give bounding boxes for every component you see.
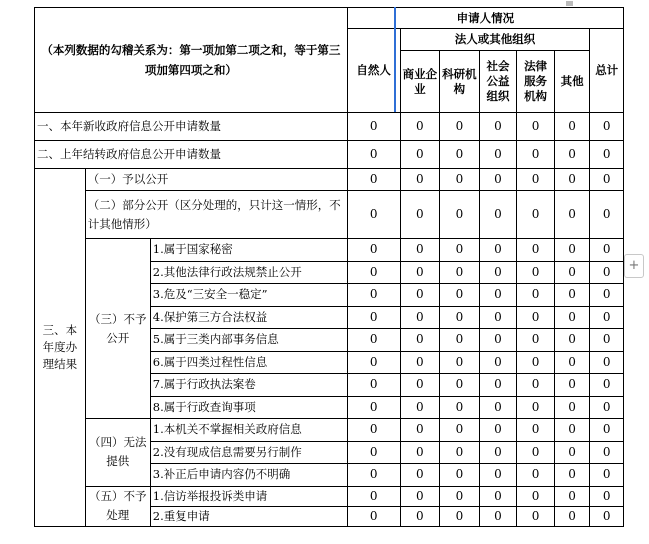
cell-value: 0 [479,284,517,307]
cell-value: 0 [554,419,590,442]
cell-value: 0 [554,306,590,329]
header-natural-person: 自然人 [347,29,400,113]
cell-value: 0 [479,169,517,191]
cell-value: 0 [554,464,590,487]
cell-value: 0 [479,374,517,397]
cell-value: 0 [400,486,440,506]
cell-value: 0 [347,441,400,464]
cell-value: 0 [554,351,590,374]
cell-value: 0 [554,396,590,419]
add-column-button[interactable]: + [624,254,644,278]
row-label: 7.属于行政执法案卷 [150,374,347,397]
table-row [35,169,624,191]
cell-value: 0 [440,396,480,419]
cell-value: 0 [347,306,400,329]
table-row [35,486,624,506]
row-label: 2.其他法律行政法规禁止公开 [150,261,347,284]
cell-value: 0 [440,169,480,191]
row-label: （一）予以公开 [85,169,347,191]
cell-value: 0 [440,374,480,397]
cell-value: 0 [517,351,555,374]
document-table-container [34,7,624,527]
cell-value: 0 [590,113,624,141]
row-label: 1.信访举报投诉类申请 [150,486,347,506]
row-label: 一、本年新收政府信息公开申请数量 [35,113,348,141]
cell-value: 0 [347,239,400,262]
cell-value: 0 [517,284,555,307]
cell-value: 0 [554,113,590,141]
cell-value: 0 [400,261,440,284]
row-label: 3.补正后申请内容仍不明确 [150,464,347,487]
cell-value: 0 [400,506,440,526]
cell-value: 0 [590,169,624,191]
cell-value: 0 [400,419,440,442]
cell-value: 0 [440,113,480,141]
row-label: 8.属于行政查询事项 [150,396,347,419]
cell-value: 0 [479,261,517,284]
cell-value: 0 [440,141,480,169]
cell-value: 0 [400,239,440,262]
cell-value: 0 [517,419,555,442]
cell-value: 0 [440,441,480,464]
cell-value: 0 [554,261,590,284]
row-label: 二、上年结转政府信息公开申请数量 [35,141,348,169]
cell-value: 0 [554,239,590,262]
cell-value: 0 [479,419,517,442]
cell-value: 0 [517,261,555,284]
cell-value: 0 [590,351,624,374]
cell-value: 0 [517,486,555,506]
row-label: 2.没有现成信息需要另行制作 [150,441,347,464]
cell-value: 0 [590,191,624,239]
cell-value: 0 [347,261,400,284]
row-label: （二）部分公开（区分处理的，只计这一情形，不计其他情形） [85,191,347,239]
cell-value: 0 [347,486,400,506]
cell-value: 0 [400,464,440,487]
cell-value: 0 [517,441,555,464]
cell-value: 0 [590,396,624,419]
cell-value: 0 [347,506,400,526]
cell-value: 0 [400,306,440,329]
cell-value: 0 [347,329,400,352]
header-total: 总计 [590,29,624,113]
cell-value: 0 [440,284,480,307]
cell-value: 0 [347,191,400,239]
cell-value: 0 [400,374,440,397]
table-row [35,113,624,141]
table-row [35,239,624,262]
cell-value: 0 [440,306,480,329]
cell-value: 0 [479,329,517,352]
row-label: 5.属于三类内部事务信息 [150,329,347,352]
cell-value: 0 [590,506,624,526]
cell-value: 0 [590,464,624,487]
cell-value: 0 [400,169,440,191]
cell-value: 0 [479,306,517,329]
cell-value: 0 [347,396,400,419]
header-applicant-info: 申请人情况 [347,8,623,29]
cell-value: 0 [517,374,555,397]
cell-value: 0 [440,506,480,526]
scroll-marker [566,1,573,6]
cell-value: 0 [400,284,440,307]
group5-label: （五）不予处理 [85,486,150,526]
cell-value: 0 [517,396,555,419]
table-row [35,141,624,169]
header-legal-orgs: 法人或其他组织 [400,29,590,51]
header-legal-service: 法律服务机构 [517,51,555,113]
cell-value: 0 [554,441,590,464]
section3-label: 三、本年度办理结果 [35,169,86,527]
row-label: 1.本机关不掌握相关政府信息 [150,419,347,442]
cell-value: 0 [440,239,480,262]
cell-value: 0 [517,506,555,526]
cell-value: 0 [440,261,480,284]
cell-value: 0 [479,141,517,169]
cell-value: 0 [440,191,480,239]
cell-value: 0 [479,191,517,239]
cell-value: 0 [347,169,400,191]
cell-value: 0 [590,141,624,169]
cell-value: 0 [479,113,517,141]
cell-value: 0 [554,191,590,239]
cell-value: 0 [590,284,624,307]
header-research: 科研机构 [440,51,480,113]
cell-value: 0 [554,374,590,397]
row-label: 2.重复申请 [150,506,347,526]
row-label: 4.保护第三方合法权益 [150,306,347,329]
cell-value: 0 [440,464,480,487]
cell-value: 0 [554,329,590,352]
cell-value: 0 [479,506,517,526]
cell-value: 0 [590,329,624,352]
cell-value: 0 [590,419,624,442]
row-label: 1.属于国家秘密 [150,239,347,262]
group3-label: （三）不予公开 [85,239,150,419]
cell-value: 0 [590,261,624,284]
header-public-welfare: 社会公益组织 [479,51,517,113]
cell-value: 0 [590,239,624,262]
cell-value: 0 [590,374,624,397]
cell-value: 0 [400,113,440,141]
cell-value: 0 [440,351,480,374]
cell-value: 0 [517,329,555,352]
cell-value: 0 [400,141,440,169]
cell-value: 0 [479,486,517,506]
cell-value: 0 [517,113,555,141]
cell-value: 0 [479,239,517,262]
cell-value: 0 [517,239,555,262]
cell-value: 0 [517,191,555,239]
cell-value: 0 [554,486,590,506]
group4-label: （四）无法提供 [85,419,150,487]
row-label: 6.属于四类过程性信息 [150,351,347,374]
cell-value: 0 [554,169,590,191]
header-commercial: 商业企业 [400,51,440,113]
header-other: 其他 [554,51,590,113]
row-label: 3.危及“三安全一稳定” [150,284,347,307]
cell-value: 0 [347,374,400,397]
cell-value: 0 [347,113,400,141]
cell-value: 0 [590,306,624,329]
cell-value: 0 [479,441,517,464]
cell-value: 0 [479,351,517,374]
cell-value: 0 [400,396,440,419]
cell-value: 0 [440,329,480,352]
cell-value: 0 [400,351,440,374]
cell-value: 0 [440,419,480,442]
cell-value: 0 [517,306,555,329]
cell-value: 0 [347,284,400,307]
cell-value: 0 [479,464,517,487]
table-row [35,191,624,239]
cell-value: 0 [517,169,555,191]
cell-value: 0 [517,464,555,487]
cell-value: 0 [400,191,440,239]
header-note: （本列数据的勾稽关系为：第一项加第二项之和，等于第三项加第四项之和） [35,8,348,113]
cell-value: 0 [590,486,624,506]
cell-value: 0 [554,506,590,526]
cell-value: 0 [347,351,400,374]
column-resize-indicator[interactable] [394,7,396,112]
cell-value: 0 [479,396,517,419]
cell-value: 0 [347,464,400,487]
cell-value: 0 [590,441,624,464]
table-row [35,419,624,442]
cell-value: 0 [400,441,440,464]
cell-value: 0 [347,141,400,169]
cell-value: 0 [517,141,555,169]
disclosure-stats-table [34,7,624,527]
cell-value: 0 [554,284,590,307]
cell-value: 0 [440,486,480,506]
cell-value: 0 [400,329,440,352]
cell-value: 0 [554,141,590,169]
cell-value: 0 [347,419,400,442]
